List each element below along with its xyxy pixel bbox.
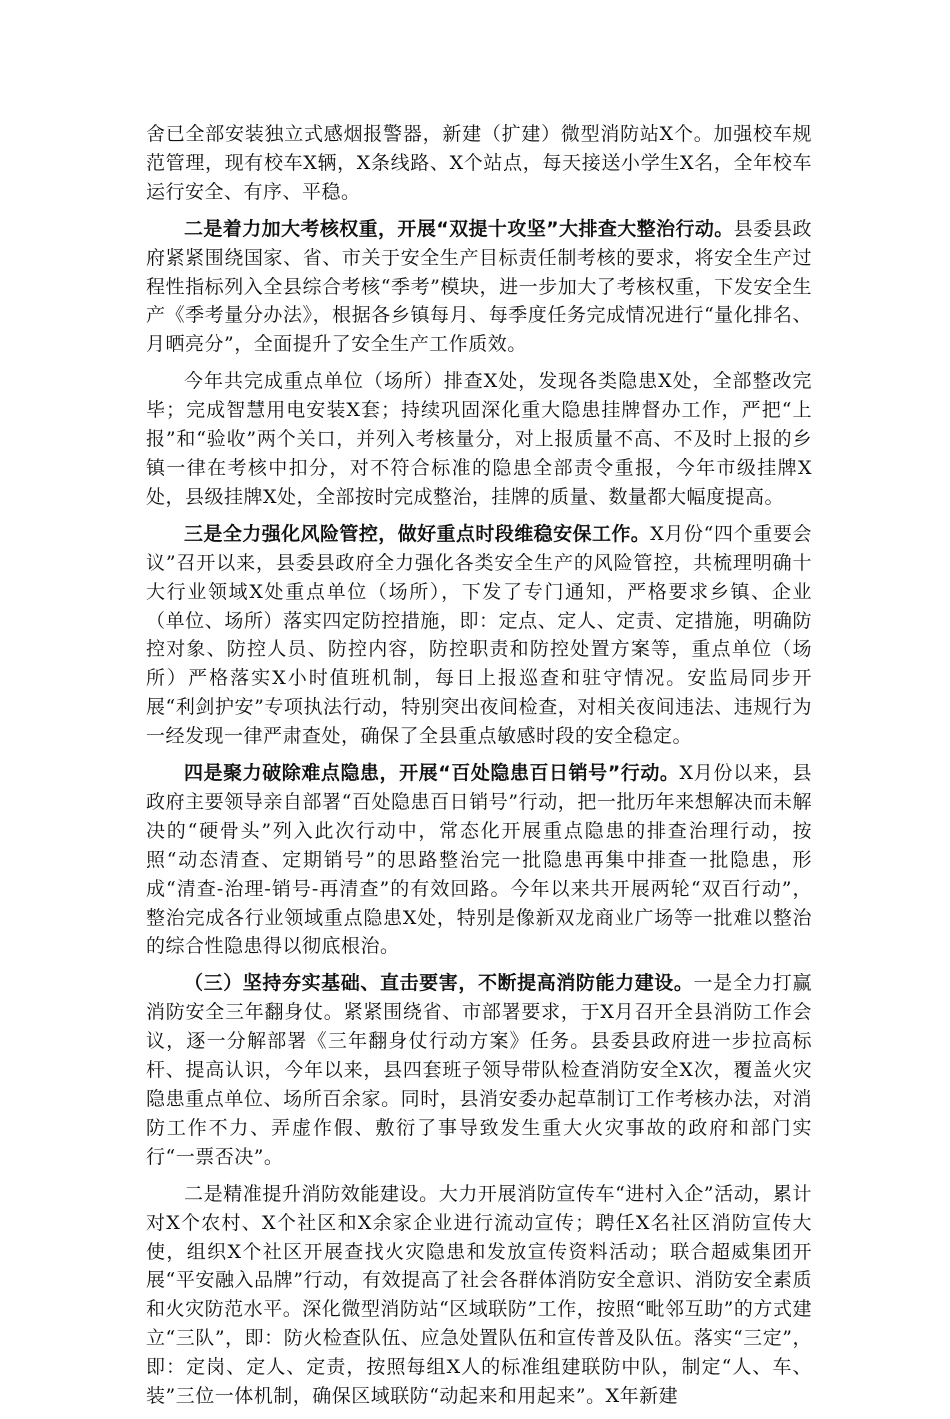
paragraph-heading: （三）坚持夯实基础、直击要害，不断提高消防能力建设。: [184, 972, 694, 995]
paragraph-text: X月份“四个重要会议”召开以来，县委县政府全力强化各类安全生产的风险管控，共梳理明确十大行业领域X处重点单位（场所），下发了专门通知，严格要求乡镇、企业（单位、场所）落实四定防控措施，即：定点、定人、定责、定措施，明确防控对象、防控人员、防控内容，防控职责和防控处置方案等，重点单位（场所）严格落实X小时值班机制，每日上报巡查和驻守情况。安监局同步开展“利剑护安”专项执法行动，特别突出夜间检查，对相关夜间违法、违规行为一经发现一律严肃查处，确保了全县重点敏感时段的安全稳定。: [146, 522, 813, 748]
paragraph-school-bus: [146, 120, 812, 207]
paragraph-risk-control: [146, 520, 812, 751]
paragraph-fire-efficiency: [146, 1180, 812, 1411]
paragraph-heading: 四是聚力破除难点隐患，开展“百处隐患百日销号”行动。: [184, 762, 680, 785]
paragraph-fire-capacity: [146, 969, 812, 1171]
paragraph-text: 一是全力打赢消防安全三年翻身仗。紧紧围绕省、市部署要求，于X月召开全县消防工作会议，逐一分解部署《三年翻身仗行动方案》任务。县委县政府进一步拉高标杆、提高认识，今年以来，县四套班子领导带队检查消防安全X次，覆盖火灾隐患重点单位、场所百余家。同时，县消安委办起草制订工作考核办法，对消防工作不力、弄虚作假、敷衍了事导致发生重大火灾事故的政府和部门实行“一票否决”。: [146, 972, 812, 1168]
paragraph-text: 今年共完成重点单位（场所）排查X处，发现各类隐患X处，全部整改完毕；完成智慧用电安装X套；持续巩固深化重大隐患挂牌督办工作，严把“上报”和“验收”两个关口，并列入考核量分，对上报质量不高、不及时上报的乡镇一律在考核中扣分，对不符合标准的隐患全部责令重报，今年市级挂牌X处，县级挂牌X处，全部按时完成整治，挂牌的质量、数量都大幅度提高。: [146, 370, 812, 508]
paragraph-heading: 三是全力强化风险管控，做好重点时段维稳安保工作。: [184, 522, 651, 545]
paragraph-hazard-removal: [146, 759, 812, 961]
paragraph-inspection-results: [146, 367, 812, 512]
paragraph-text: 舍已全部安装独立式感烟报警器，新建（扩建）微型消防站X个。加强校车规范管理，现有校车X辆，X条线路、X个站点，每天接送小学生X名，全年校车运行安全、有序、平稳。: [146, 123, 812, 203]
paragraph-text: 二是精准提升消防效能建设。大力开展消防宣传车“进村入企”活动，累计对X个农村、X个社区和X余家企业进行流动宣传；聘任X名社区消防宣传大使，组织X个社区开展查找火灾隐患和发放宣传资料活动；联合超威集团开展“平安融入品牌”行动，有效提高了社会各群体消防安全意识、消防安全素质和火灾防范水平。深化微型消防站“区域联防”工作，按照“毗邻互助”的方式建立“三队”，即：防火检查队伍、应急处置队伍和宣传普及队伍。落实“三定”，即：定岗、定人、定责，按照每组X人的标准组建联防中队，制定“人、车、装”三位一体机制，确保区域联防“动起来和用起来”。X年新建: [146, 1182, 812, 1408]
paragraph-text: X月份以来，县政府主要领导亲自部署“百处隐患百日销号”行动，把一批历年来想解决而未解决的“硬骨头”列入此次行动中，常态化开展重点隐患的排查治理行动，按照“动态清查、定期销号”的思路整治完一批隐患再集中排查一批隐患，形成“清查-治理-销号-再清查”的有效回路。今年以来共开展两轮“双百行动”，整治完成各行业领域重点隐患X处，特别是像新双龙商业广场等一批难以整治的综合性隐患得以彻底根治。: [146, 762, 812, 958]
paragraph-text: 县委县政府紧紧围绕国家、省、市关于安全生产目标责任制考核的要求，将安全生产过程性指标列入全县综合考核“季考”模块，进一步加大了考核权重，下发安全生产《季考量分办法》，根据各乡镇每月、每季度任务完成情况进行“量化排名、月晒亮分”，全面提升了安全生产工作质效。: [146, 217, 812, 356]
paragraph-assessment-weight: [146, 215, 812, 360]
document-body: [146, 120, 812, 1419]
paragraph-heading: 二是着力加大考核权重，开展“双提十攻坚”大排查大整治行动。: [184, 217, 734, 240]
